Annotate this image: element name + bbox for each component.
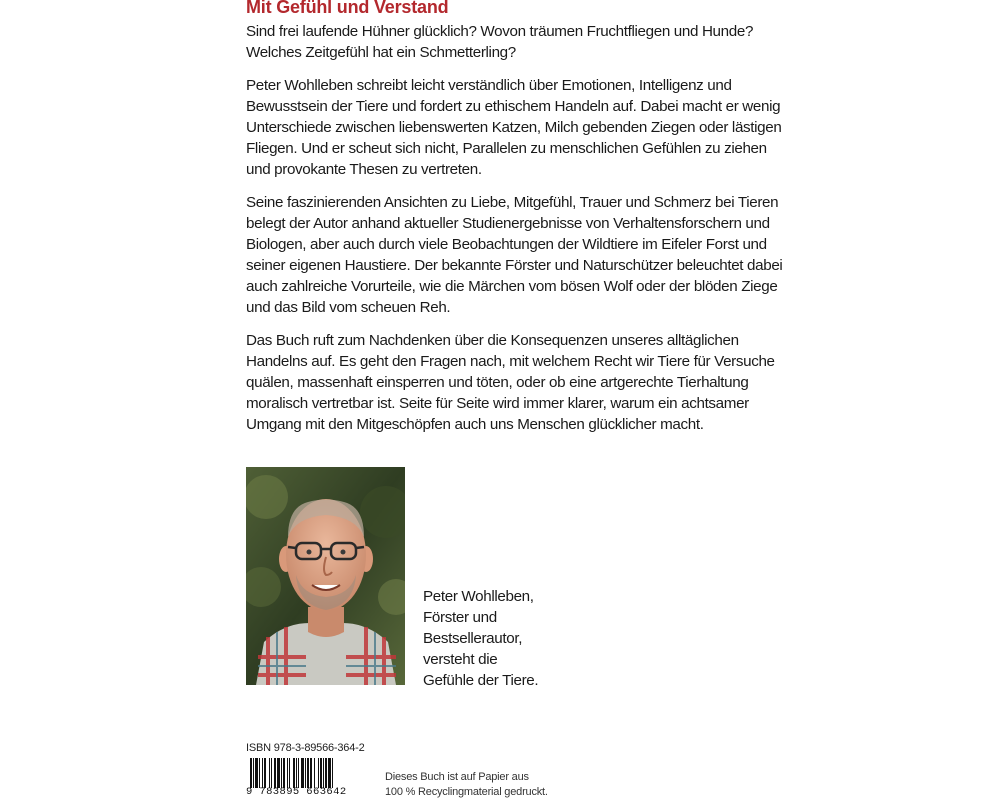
- paragraph-1: Sind frei laufende Hühner glücklich? Wovon träumen Fruchtfliegen und Hunde? Welches Zeitgefühl hat ein Schmetterling?: [246, 23, 754, 61]
- caption-line-4: versteht die: [423, 651, 498, 668]
- barcode-bar: [253, 758, 254, 788]
- caption-line-2: Förster und: [423, 609, 497, 626]
- caption-line-3: Bestsellerautor,: [423, 630, 523, 647]
- barcode-bar: [281, 758, 282, 788]
- barcode-bar: [298, 758, 299, 788]
- barcode-bar: [301, 758, 304, 788]
- barcode-bar: [255, 758, 258, 788]
- paper-note-line-2: 100 % Recyclingmaterial gedruckt.: [385, 786, 548, 798]
- photo-caption: [423, 586, 583, 691]
- barcode-digits: 9 783895 663642: [246, 786, 347, 798]
- page-heading: Mit Gefühl und Verstand: [246, 0, 449, 17]
- paragraph-2: Peter Wohlleben schreibt leicht verständlich über Emotionen, Intelligenz und Bewusstsein der Tiere und fordert zu ethischem Handeln auf. Dabei macht er wenig Unterschiede zwischen liebenswerten Katzen, Milch gebenden Ziegen oder lästigen Fliegen. Und er scheut sich nicht, Parallelen zu menschlichen Gefühlen zu ziehen und provokante Thesen zu vertreten.: [246, 77, 782, 178]
- barcode-bar: [274, 758, 276, 788]
- barcode-bar: [305, 758, 306, 788]
- barcode-bar: [328, 758, 331, 788]
- paragraph-4: Das Buch ruft zum Nachdenken über die Konsequenzen unseres alltäglichen Handelns auf. Es geht den Fragen nach, mit welchem Recht wir Tiere für Versuche quälen, massenhaft einsperren und töten, oder ob eine artgerechte Tierhaltung moralisch vertretbar ist. Seite für Seite wird immer klarer, warum ein achtsamer Umgang mit den Mitgeschöpfen auch uns Menschen glücklicher macht.: [246, 332, 775, 433]
- barcode-bar: [250, 758, 252, 788]
- barcode-bar: [287, 758, 288, 788]
- barcode-bar: [262, 758, 263, 788]
- barcode-bar: [323, 758, 324, 788]
- barcode-bar: [314, 758, 315, 788]
- paper-note-line-1: Dieses Buch ist auf Papier aus: [385, 771, 529, 783]
- barcode-bar: [320, 758, 322, 788]
- barcode-bar: [332, 758, 333, 788]
- barcode-bar: [307, 758, 309, 788]
- barcode-bars: [246, 758, 358, 788]
- author-portrait-illustration: [246, 467, 405, 685]
- barcode-bar: [264, 758, 266, 788]
- barcode-bar: [318, 758, 319, 788]
- barcode-bar: [259, 758, 260, 788]
- barcode-bar: [325, 758, 327, 788]
- barcode-bar: [277, 758, 280, 788]
- barcode-bar: [293, 758, 295, 788]
- barcode-bar: [269, 758, 270, 788]
- barcode-bar: [289, 758, 290, 788]
- isbn-label: ISBN 978-3-89566-364-2: [246, 742, 365, 754]
- paragraph-3: Seine faszinierenden Ansichten zu Liebe, Mitgefühl, Trauer und Schmerz bei Tieren belegt der Autor anhand aktueller Studienergebnisse von Verhaltensforschern und Biologen, aber auch durch viele Beobachtungen der Wildtiere im Eifeler Forst und seiner eigenen Haustiere. Der bekannte Förster und Naturschützer beleuchtet dabei auch zahlreiche Vorurteile, wie die Märchen vom bösen Wolf oder der blöden Ziege und das Bild vom scheuen Reh.: [246, 194, 783, 316]
- caption-line-5: Gefühle der Tiere.: [423, 672, 539, 689]
- paper-note: [385, 770, 548, 800]
- author-photo: [246, 467, 405, 685]
- blurb-text: [246, 21, 786, 447]
- barcode-bar: [271, 758, 272, 788]
- caption-line-1: Peter Wohlleben,: [423, 588, 534, 605]
- barcode-bar: [283, 758, 285, 788]
- barcode-bar: [310, 758, 312, 788]
- barcode-bar: [296, 758, 297, 788]
